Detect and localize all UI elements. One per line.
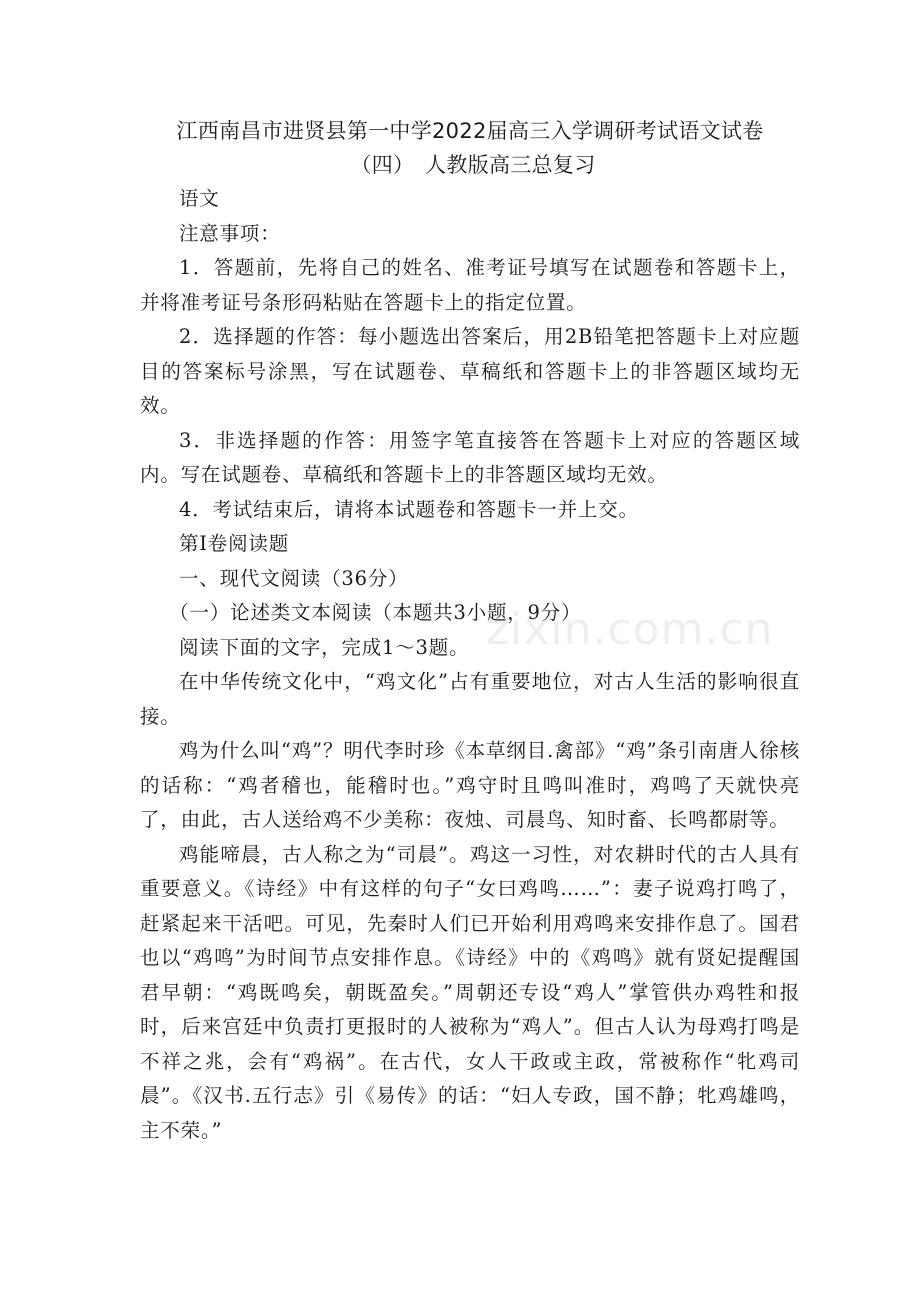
notice-item-3: 3．非选择题的作答：用签字笔直接答在答题卡上对应的答题区域内。写在试题卷、草稿纸和答题卡上的非答题区域均无效。: [140, 428, 800, 486]
section-heading: 第Ⅰ卷阅读题: [179, 532, 290, 555]
subpart-heading: （一）论述类文本阅读（本题共3小题，9分）: [169, 601, 582, 624]
document-title: [140, 114, 800, 182]
passage-paragraph-3: 鸡能啼晨，古人称之为“司晨”。鸡这一习性，对农耕时代的古人具有重要意义。《诗经》中有这样的句子“女曰鸡鸣……”：妻子说鸡打鸣了，赶紧起来干活吧。可见，先秦时人们已开始利用鸡鸣来安排作息了。国君也以“鸡鸣”为时间节点安排作息。《诗经》中的《鸡鸣》就有贤妃提醒国君早朝：“鸡既鸣矣，朝既盈矣。”周朝还专设“鸡人”掌管供办鸡牲和报时，后来宫廷中负责打更报时的人被称为“鸡人”。但古人认为母鸡打鸣是不祥之兆，会有“鸡祸”。在古代，女人干政或主政，常被称作“牝鸡司晨”。《汉书.五行志》引《易传》的话：“妇人专政，国不静；牝鸡雄鸣，主不荣。”: [140, 842, 800, 1142]
document-body: [140, 182, 800, 1148]
title-line-1: 江西南昌市进贤县第一中学2022届高三入学调研考试语文试卷: [176, 119, 764, 143]
part-heading: 一、现代文阅读（36分）: [179, 566, 409, 590]
passage-paragraph-1: 在中华传统文化中，“鸡文化”占有重要地位，对古人生活的影响很直接。: [140, 670, 800, 728]
watermark: zixin.com.cn: [486, 604, 774, 655]
notice-item-4: 4．考试结束后，请将本试题卷和答题卡一并上交。: [179, 497, 639, 521]
document-page: [140, 114, 800, 1148]
notice-item-1: 1．答题前，先将自己的姓名、准考证号填写在试题卷和答题卡上，并将准考证号条形码粘贴在答题卡上的指定位置。: [140, 256, 800, 314]
subject-label: 语文: [179, 187, 220, 210]
passage-paragraph-2: 鸡为什么叫“鸡”？明代李时珍《本草纲目.禽部》“鸡”条引南唐人徐核的话称：“鸡者稽也，能稽时也。”鸡守时且鸣叫准时，鸡鸣了天就快亮了，由此，古人送给鸡不少美称：夜烛、司晨鸟、知时畜、长鸣都尉等。: [140, 739, 800, 831]
notice-heading: 注意事项：: [179, 221, 281, 245]
title-line-2: （四） 人教版高三总复习: [350, 153, 596, 177]
notice-item-2: 2．选择题的作答：每小题选出答案后，用2B铅笔把答题卡上对应题目的答案标号涂黑，写在试题卷、草稿纸和答题卡上的非答题区域均无效。: [140, 325, 800, 417]
reading-instruction: 阅读下面的文字，完成1～3题。: [179, 635, 470, 659]
